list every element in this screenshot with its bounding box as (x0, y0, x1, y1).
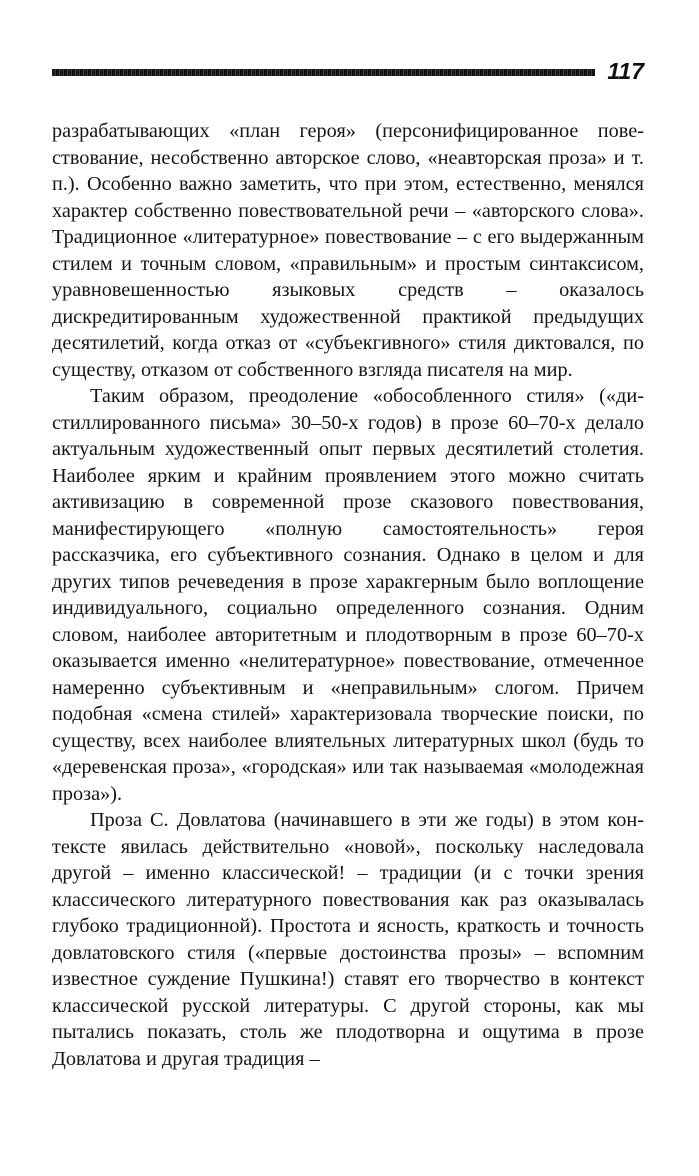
paragraph: Проза С. Довлатова (начинавшего в эти же годы) в этом контексте явилась действительно «новой», поскольку наследовала другой – именно классической! – традиции (и с точки зрения классического литературного повествования как раз оказывалась глубоко традиционной). Простота и ясность, краткость и точность довлатовского стиля («первые достоинства прозы» – вспомним известное суждение Пушкина!) ставят его творчество в контекст классической русской литературы. С другой стороны, как мы пытались показать, столь же плодотворна и ощутима в прозе Довлатова и другая традиция – (52, 809, 644, 1070)
page-number: 117 (607, 58, 644, 84)
body-text (52, 118, 644, 1072)
running-header (52, 56, 644, 88)
paragraph: разрабатывающих «план героя» (персонифицированное повествование, несобственно авторское слово, «неавторская проза» и т. п.). Особенно важно заметить, что при этом, естественно, менялся характер собственно повествовательной речи – «авторского слова». Традиционное «литературное» повествование – с его выдержанным стилем и точным словом, «правильным» и простым синтаксисом, уравновешенностью языковых средств – оказалось дискредитированным художественной практикой предыдущих десятилетий, когда отказ от «субъекгивного» стиля диктовался, по существу, отказом от собственного взгляда писателя на мир. (52, 120, 644, 381)
header-rule (52, 69, 595, 76)
paragraph: Таким образом, преодоление «обособленного стиля» («дистиллированного письма» 30–50-х годов) в прозе 60–70-х делало актуальным художественный опыт первых десятилетий столетия. Наиболее ярким и крайним проявлением этого можно считать активизацию в современной прозе сказового повествования, манифестирующего «полную самостоятельность» героя рассказчика, его субъективного сознания. Однако в целом и для других типов речеведения в прозе харакгерным было воплощение индивидуального, социально определенного сознания. Одним словом, наиболее авторитетным и плодотворным в прозе 60–70-х оказывается именно «нелитературное» повествование, отмеченное намеренно субъективным и «неправильным» слогом. Причем подобная «смена стилей» характеризовала творческие поиски, по существу, всех наиболее влиятельных литературных школ (будь то «деревенская проза», «городская» или так называемая «молодежная проза»). (52, 385, 644, 805)
